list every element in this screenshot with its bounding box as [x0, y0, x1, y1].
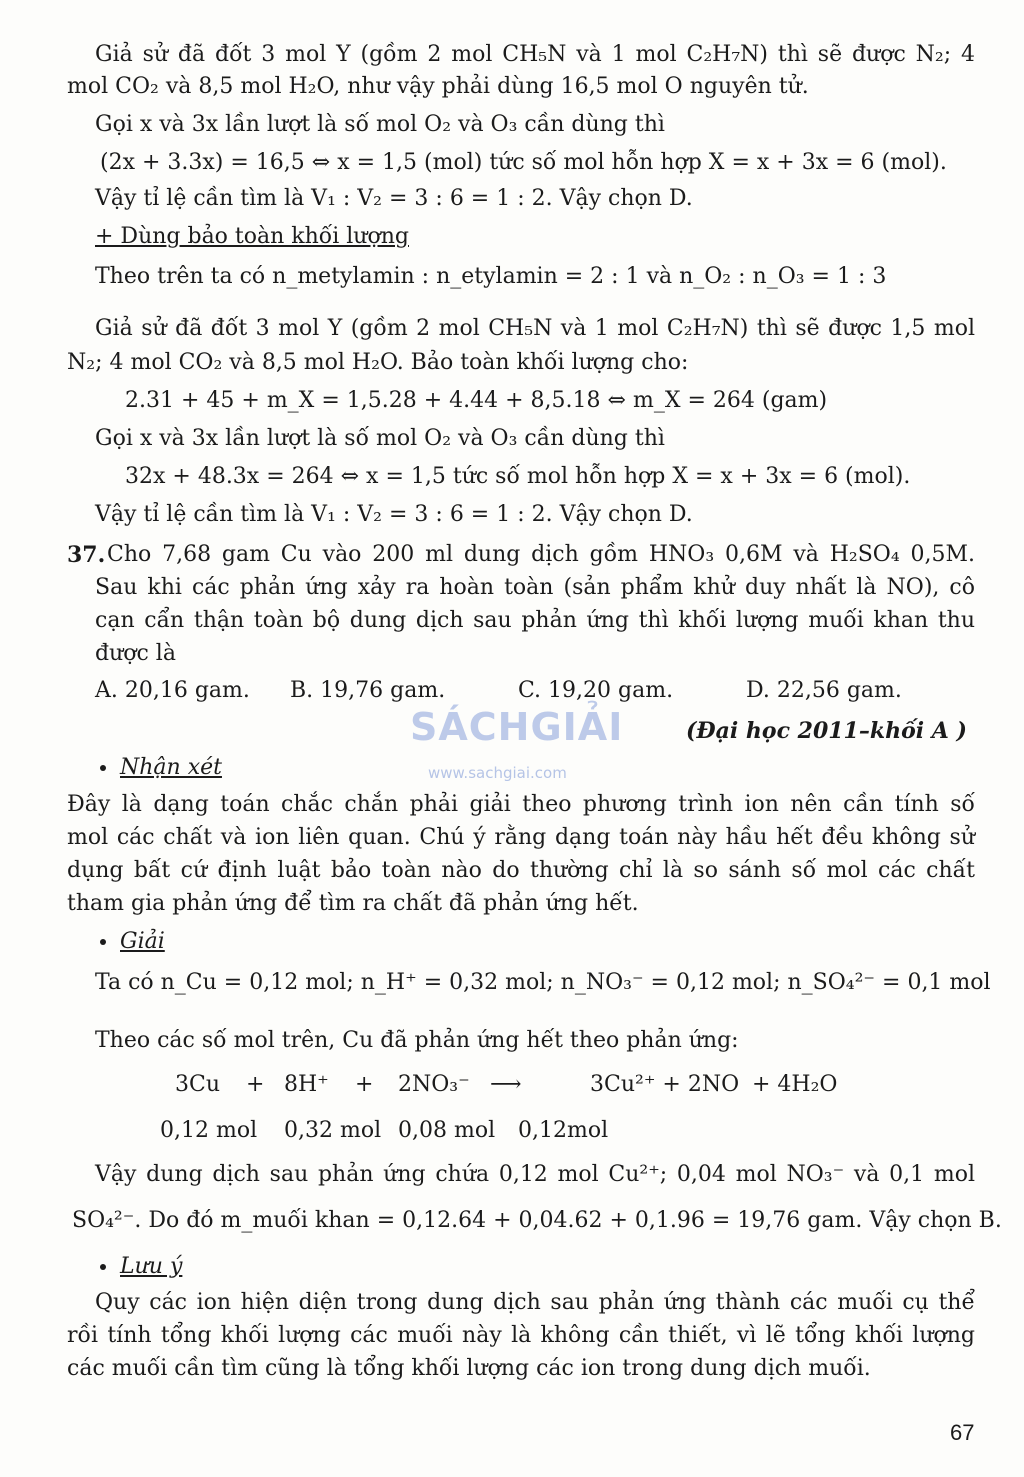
mol-value: 0,32 mol: [284, 1118, 382, 1143]
paragraph-line: rồi tính tổng khối lượng các muối này là không cần thiết, vì lẽ tổng khối lượng: [67, 1323, 975, 1348]
question-source: (Đại học 2011–khối A ): [686, 718, 967, 744]
luu-y-heading: [100, 1252, 182, 1282]
watermark-logo: SÁCHGIẢI: [410, 705, 624, 749]
paragraph-line: tham gia phản ứng để tìm ra chất đã phản ứng hết.: [67, 891, 639, 916]
equation-line: 32x + 48.3x = 264 ⇔ x = 1,5 tức số mol hỗn hợp X = x + 3x = 6 (mol).: [125, 464, 911, 489]
text-line: Vậy tỉ lệ cần tìm là V₁ : V₂ = 3 : 6 = 1 : 2. Vậy chọn D.: [95, 502, 693, 527]
heading-label: Giải: [120, 929, 165, 954]
text-line: Giả sử đã đốt 3 mol Y (gồm 2 mol CH₅N và 1 mol C₂H₇N) thì sẽ được 1,5 mol: [95, 316, 975, 341]
text-line: Gọi x và 3x lần lượt là số mol O₂ và O₃ cần dùng thì: [95, 426, 665, 451]
paragraph-line: mol các chất và ion liên quan. Chú ý rằng dạng toán này hầu hết đều không sử: [67, 825, 975, 850]
text-line: Vậy dung dịch sau phản ứng chứa 0,12 mol Cu²⁺; 0,04 mol NO₃⁻ và 0,1 mol: [95, 1162, 975, 1187]
section-heading: + Dùng bảo toàn khối lượng: [95, 224, 409, 249]
paragraph-line: các muối cần tìm cũng là tổng khối lượng các ion trong dung dịch muối.: [67, 1356, 871, 1381]
text-line: Ta có n_Cu = 0,12 mol; n_H⁺ = 0,32 mol; n_NO₃⁻ = 0,12 mol; n_SO₄²⁻ = 0,1 mol: [95, 970, 991, 995]
heading-label: Nhận xét: [120, 755, 222, 780]
mol-value: 0,08 mol: [398, 1118, 496, 1143]
question-number: 37.: [67, 542, 106, 568]
text-line: mol CO₂ và 8,5 mol H₂O, như vậy phải dùng 16,5 mol O nguyên tử.: [67, 74, 809, 99]
question-text: Cho 7,68 gam Cu vào 200 ml dung dịch gồm HNO₃ 0,6M và H₂SO₄ 0,5M.: [107, 542, 975, 567]
nhan-xet-heading: [100, 753, 222, 783]
page-number: 67: [950, 1420, 975, 1445]
heading-label: Lưu ý: [120, 1254, 183, 1279]
equation-line: 2.31 + 45 + m_X = 1,5.28 + 4.44 + 8,5.18 ⇔ m_X = 264 (gam): [125, 388, 828, 413]
eq-term: +: [246, 1072, 265, 1097]
text-line: Theo các số mol trên, Cu đã phản ứng hết theo phản ứng:: [95, 1028, 739, 1053]
watermark-url: www.sachgiai.com: [428, 764, 567, 782]
question-text: được là: [95, 641, 176, 666]
option-a: A. 20,16 gam.: [95, 678, 250, 703]
text-line: Vậy tỉ lệ cần tìm là V₁ : V₂ = 3 : 6 = 1 : 2. Vậy chọn D.: [95, 186, 693, 211]
bullet-icon: [100, 939, 106, 945]
option-b: B. 19,76 gam.: [290, 678, 446, 703]
bullet-icon: [100, 765, 106, 771]
text-line: Theo trên ta có n_metylamin : n_etylamin = 2 : 1 và n_O₂ : n_O₃ = 1 : 3: [95, 264, 887, 289]
question-text: Sau khi các phản ứng xảy ra hoàn toàn (sản phẩm khử duy nhất là NO), cô: [95, 575, 975, 600]
text-line: SO₄²⁻. Do đó m_muối khan = 0,12.64 + 0,04.62 + 0,1.96 = 19,76 gam. Vậy chọn B.: [72, 1208, 1002, 1233]
giai-heading: [100, 927, 165, 957]
reaction-arrow: ⟶: [490, 1072, 522, 1097]
text-line: Gọi x và 3x lần lượt là số mol O₂ và O₃ cần dùng thì: [95, 112, 665, 137]
question-text: cạn cẩn thận toàn bộ dung dịch sau phản ứng thì khối lượng muối khan thu: [95, 608, 975, 633]
mol-value: 0,12 mol: [160, 1118, 258, 1143]
option-d: D. 22,56 gam.: [746, 678, 902, 703]
mol-value: 0,12mol: [518, 1118, 609, 1143]
text-line: Giả sử đã đốt 3 mol Y (gồm 2 mol CH₅N và 1 mol C₂H₇N) thì sẽ được N₂; 4: [95, 42, 975, 67]
paragraph-line: Quy các ion hiện diện trong dung dịch sau phản ứng thành các muối cụ thể: [95, 1290, 975, 1315]
eq-term: 8H⁺: [284, 1072, 329, 1097]
option-c: C. 19,20 gam.: [518, 678, 674, 703]
eq-term: +: [355, 1072, 374, 1097]
paragraph-line: dụng bất cứ định luật bảo toàn nào do thường chỉ là so sánh số mol các chất: [67, 858, 975, 883]
eq-term: 3Cu²⁺ + 2NO: [590, 1072, 740, 1097]
eq-term: 2NO₃⁻: [398, 1072, 470, 1097]
bullet-icon: [100, 1264, 106, 1270]
paragraph-line: Đây là dạng toán chắc chắn phải giải theo phương trình ion nên cần tính số: [67, 792, 975, 817]
eq-term: + 4H₂O: [752, 1072, 838, 1097]
text-line: N₂; 4 mol CO₂ và 8,5 mol H₂O. Bảo toàn khối lượng cho:: [67, 350, 689, 375]
text-line: (2x + 3.3x) = 16,5 ⇔ x = 1,5 (mol) tức số mol hỗn hợp X = x + 3x = 6 (mol).: [100, 150, 947, 175]
eq-term: 3Cu: [175, 1072, 220, 1097]
